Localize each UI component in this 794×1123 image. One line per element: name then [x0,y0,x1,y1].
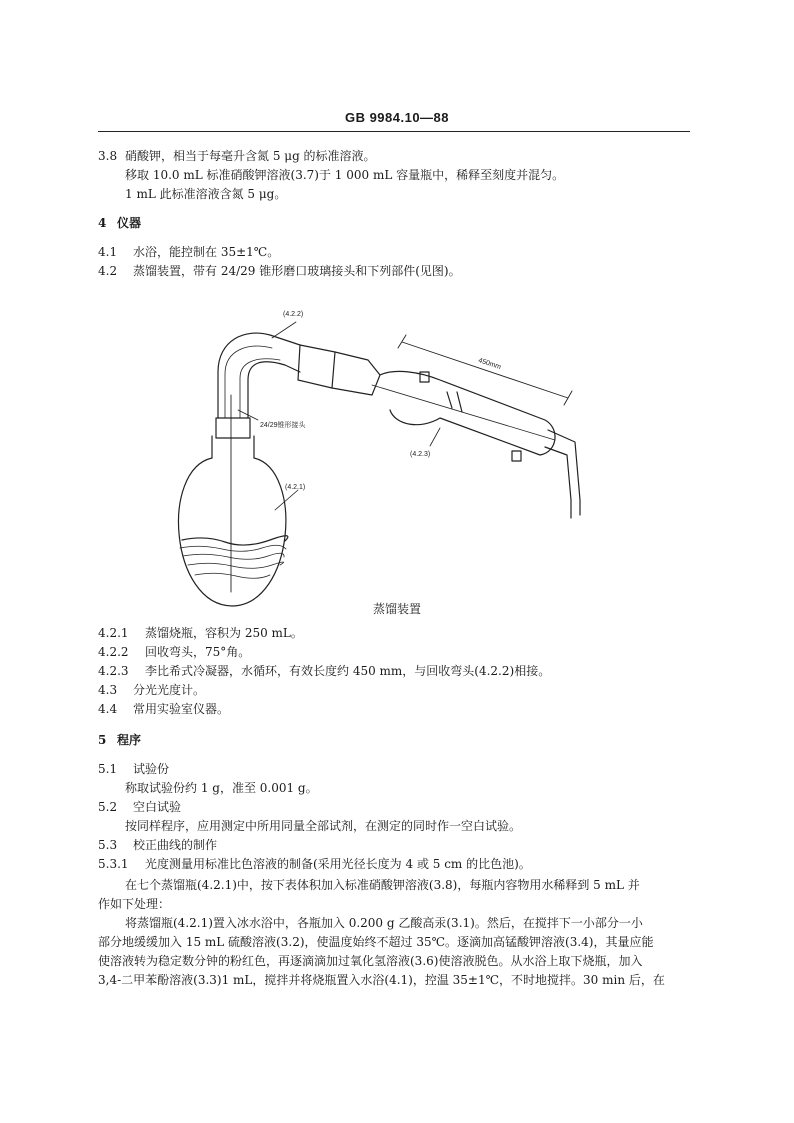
dimension-line [402,342,568,398]
section-4-title: 仪器 [117,216,142,230]
liquid-surface [182,536,288,545]
clause-4-2-3-text: 李比希式冷凝器，水循环，有效长度约 450 mm，与回收弯头(4.2.2)相接。 [145,664,551,678]
receiving-bend-inner-2 [240,359,280,418]
label-length: 450mm [477,357,502,372]
clause-4-4-number: 4.4 [98,702,118,716]
clause-5-3-1-para-1a: 在七个蒸馏瓶(4.2.1)中，按下表体积加入标准硝酸钾溶液(3.8)，每瓶内容物用水稀释到 5 mL 并 [125,878,640,892]
clause-4-2-text: 蒸馏装置，带有 24/29 锥形磨口玻璃接头和下列部件(见图)。 [133,264,461,278]
water-outlet [512,451,521,461]
page-header: GB 9984.10—88 [344,110,450,125]
distillation-flask [179,458,286,606]
clause-4-2-2-number: 4.2.2 [98,645,129,659]
outlet-tube-right [548,430,580,515]
clause-4-4-text: 常用实验室仪器。 [133,702,230,716]
clause-5-1-number: 5.1 [98,762,118,776]
figure-caption: 蒸馏装置 [372,602,421,616]
dimension-tick-left [398,335,406,348]
condenser-inner-tube [372,385,555,440]
label-4-2-2: (4.2.2) [283,311,304,318]
label-4-2-1: (4.2.1) [285,484,306,491]
cone-joint [298,345,335,388]
clause-5-3-1-number: 5.3.1 [98,857,129,871]
clause-4-3-number: 4.3 [98,683,118,697]
outlet-tube-left [545,447,571,518]
condenser-inlet [332,352,380,395]
clause-5-1-text: 试验份 [133,762,170,776]
clause-4-2-3-number: 4.2.3 [98,664,129,678]
clause-4-2-1-number: 4.2.1 [98,626,129,640]
clause-3-8-number: 3.8 [98,149,118,163]
clause-5-2-number: 5.2 [98,800,118,814]
clause-5-3-number: 5.3 [98,838,118,852]
clause-5-2-para: 按同样程序，应用测定中所用同量全部试剂，在测定的同时作一空白试验。 [125,819,522,833]
section-5-number: 5 [98,733,107,747]
clause-4-3-text: 分光光度计。 [133,683,206,697]
clause-5-3-1-para-2d: 3,4-二甲苯酚溶液(3.3)1 mL，搅拌并将烧瓶置入水浴(4.1)，控温 35±1℃，不时地搅拌。30 min 后，在 [98,973,665,987]
clause-5-3-1-para-2a: 将蒸馏瓶(4.2.1)置入冰水浴中，各瓶加入 0.200 g 乙酸高汞(3.1)。然后，在搅拌下一小部分一小 [125,916,643,930]
clause-4-2-1-text: 蒸馏烧瓶，容积为 250 mL。 [145,626,303,640]
receiving-bend-outer-right [248,362,300,418]
dimension-tick-right [564,391,572,405]
condenser-break [447,392,462,412]
leader-4-2-1 [275,490,298,510]
clause-3-8-text: 硝酸钾，相当于每毫升含氮 5 μg 的标准溶液。 [125,149,376,163]
label-joint: 24/29锥形接头 [260,422,306,429]
clause-4-1-number: 4.1 [98,245,118,259]
clause-4-2-number: 4.2 [98,264,118,278]
leader-4-2-3 [430,428,440,446]
clause-5-3-1-para-2b: 部分地缓缓加入 15 mL 硫酸溶液(3.2)，使温度始终不超过 35℃。逐滴加高锰酸钾溶液(3.4)，其量应能 [98,935,654,949]
clause-4-1-text: 水浴，能控制在 35±1℃。 [133,245,280,259]
clause-5-3-text: 校正曲线的制作 [133,838,218,852]
condenser-jacket [380,371,555,455]
clause-3-8-para-1: 移取 10.0 mL 标准硝酸钾溶液(3.7)于 1 000 mL 容量瓶中，稀释至刻度并混匀。 [125,168,565,182]
clause-4-2-2-text: 回收弯头，75°角。 [145,645,251,659]
liquid-line [183,553,284,559]
liquid-line [180,545,286,551]
clause-5-3-1-para-1b: 作如下处理： [98,897,171,911]
leader-4-2-2 [272,322,296,338]
clause-3-8-para-2: 1 mL 此标准溶液含氮 5 μg。 [125,187,287,201]
label-4-2-3: (4.2.3) [410,451,431,458]
ground-glass-joint [216,418,250,438]
section-5-title: 程序 [117,733,142,747]
liquid-line [188,562,284,568]
section-4-number: 4 [98,216,107,230]
liquid-line [195,573,270,578]
clause-5-3-1-text: 光度测量用标准比色溶液的制备(采用光径长度为 4 或 5 cm 的比色池)。 [145,857,531,871]
clause-5-1-para: 称取试验份约 1 g，准至 0.001 g。 [125,781,318,795]
clause-5-3-1-para-2c: 使溶液转为稳定数分钟的粉红色，再逐滴滴加过氧化氢溶液(3.6)使溶液脱色。从水浴上取下烧瓶，加入 [98,954,643,968]
clause-5-2-text: 空白试验 [133,800,182,814]
